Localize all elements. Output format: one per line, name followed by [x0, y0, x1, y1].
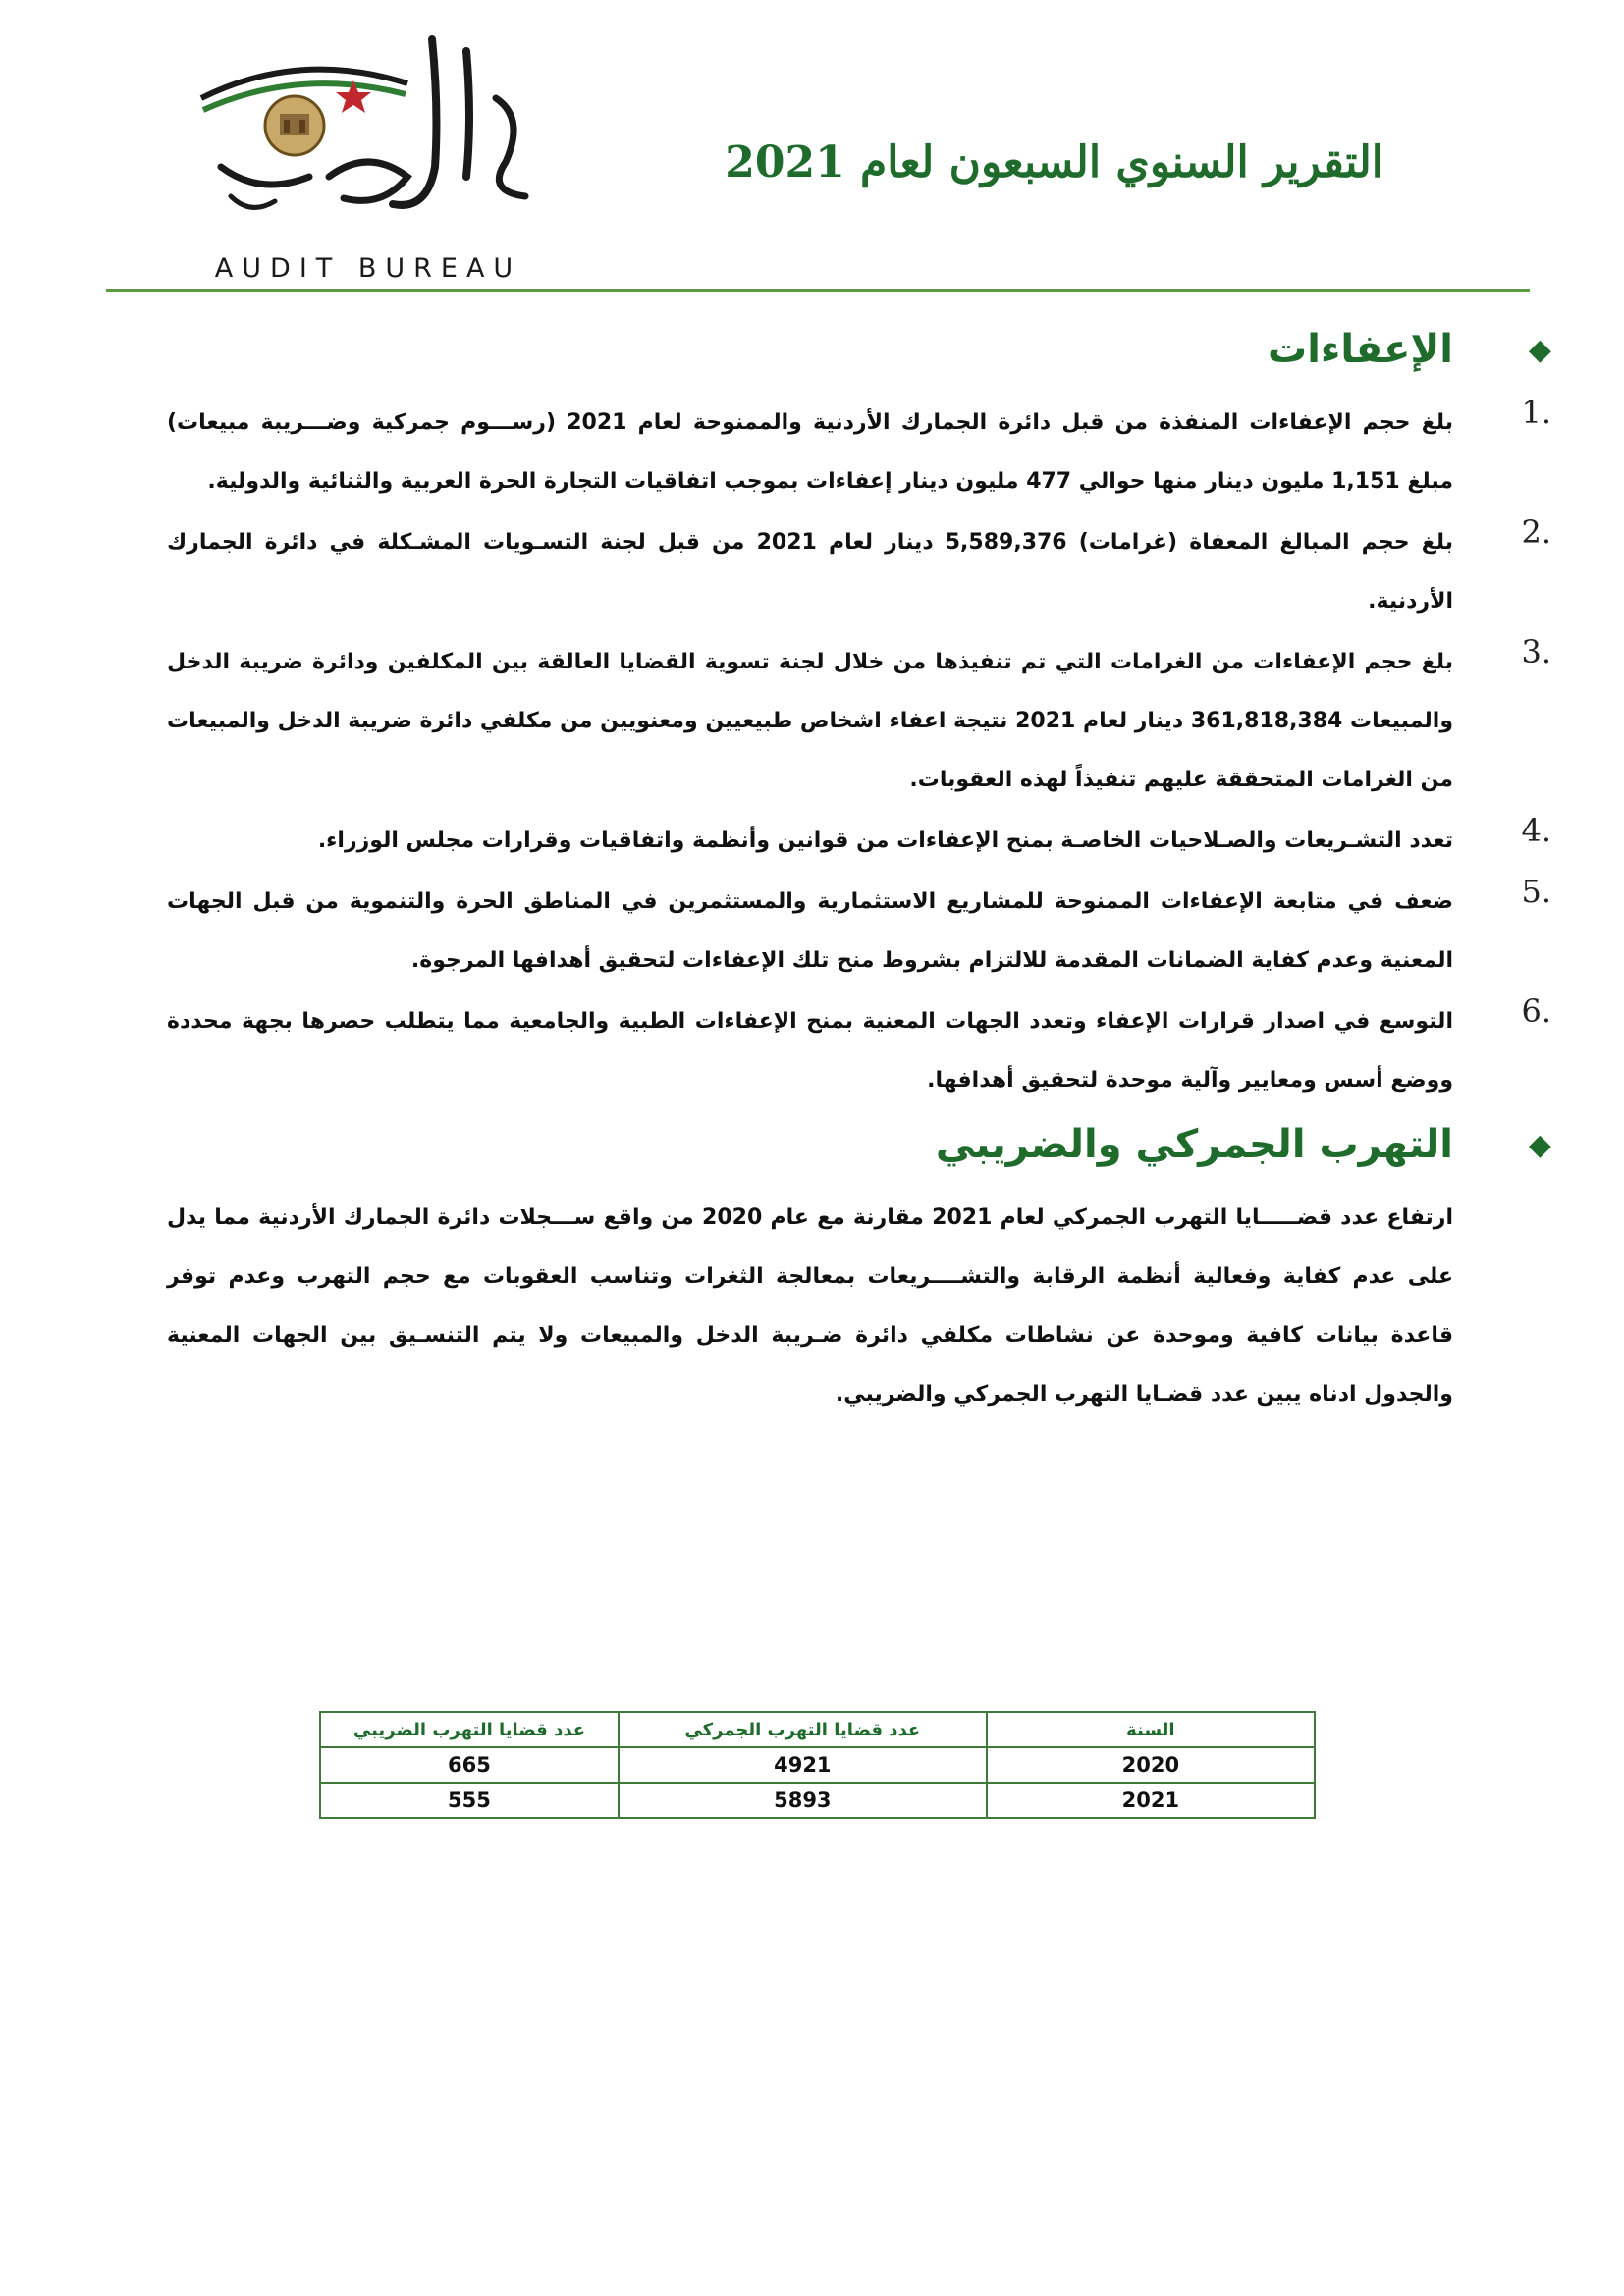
section-heading-evasion — [167, 1122, 1551, 1183]
logo-text: AUDIT BUREAU — [214, 253, 522, 284]
heading-text: التهرب الجمركي والضريبي — [935, 1122, 1453, 1167]
list-item-text: تعدد التشـريعات والصـلاحيات الخاصـة بمنح الإعفاءات من قوانين وأنظمة واتفاقيات وقرارات مجلس الوزراء. — [317, 828, 1453, 853]
heading-text: الإعفاءات — [1268, 327, 1453, 372]
table-cell: 2021 — [987, 1783, 1315, 1818]
list-item-text: بلغ حجم المبالغ المعفاة (غرامات) 5,589,376 دينار لعام 2021 من قبل لجنة التسـويات المشـكلة في دائرة الجمارك الأردنية. — [167, 530, 1454, 614]
list-item — [167, 513, 1551, 631]
column-header-tax-cases: عدد قضايا التهرب الضريبي — [320, 1712, 619, 1747]
list-number: 1. — [1521, 394, 1551, 431]
list-item — [167, 394, 1551, 511]
diamond-bullet-icon: ◆ — [1528, 333, 1551, 367]
main-content — [167, 319, 1551, 1424]
list-number: 6. — [1521, 992, 1551, 1030]
exemptions-list — [167, 394, 1551, 1110]
column-header-year: السنة — [987, 1712, 1315, 1747]
table-row — [320, 1747, 1315, 1783]
table-cell: 555 — [320, 1783, 619, 1818]
header-divider — [106, 289, 1530, 292]
audit-bureau-logo — [182, 29, 555, 284]
list-number: 4. — [1521, 812, 1551, 849]
report-title: التقرير السنوي السبعون لعام 2021 — [725, 137, 1383, 187]
list-number: 3. — [1521, 633, 1551, 670]
list-item — [167, 633, 1551, 810]
table-cell: 5893 — [619, 1783, 987, 1818]
table-cell: 4921 — [619, 1747, 987, 1783]
table-header-row — [320, 1712, 1315, 1747]
list-number: 5. — [1521, 873, 1551, 910]
list-item-text: بلغ حجم الإعفاءات المنفذة من قبل دائرة الجمارك الأردنية والممنوحة لعام 2021 (رســـوم جمركية وضـــريبة مبيعات) مبلغ 1,151 مليون دينار منها حوالي 477 مليون دينار إعفاءات بموجب اتفاقيات التجارة الحرة العربية والثنائية والدولية. — [167, 410, 1453, 494]
list-item-text: التوسع في اصدار قرارات الإعفاء وتعدد الجهات المعنية بمنح الإعفاءات الطبية والجامعية مما يتطلب حصرها بجهة محددة ووضع أسس ومعايير وآلية موحدة لتحقيق أهدافها. — [167, 1009, 1453, 1093]
list-item — [167, 873, 1551, 990]
list-number: 2. — [1521, 513, 1551, 551]
section-heading-exemptions — [167, 327, 1551, 388]
diamond-bullet-icon: ◆ — [1528, 1128, 1551, 1162]
list-item — [167, 992, 1551, 1110]
list-item-text: بلغ حجم الإعفاءات من الغرامات التي تم تنفيذها من خلال لجنة تسوية القضايا العالقة بين المكلفين ودائرة ضريبة الدخل والمبيعات 361,818,384 دينار لعام 2021 نتيجة اعفاء اشخاص طبيعيين ومعنويين من مكلفي دائرة ضريبة الدخل والمبيعات من الغرامات المتحققة عليهم تنفيذاً لهذه العقوبات. — [167, 650, 1453, 792]
list-item-text: ضعف في متابعة الإعفاءات الممنوحة للمشاريع الاستثمارية والمستثمرين في المناطق الحرة والتنموية من قبل الجهات المعنية وعدم كفاية الضمانات المقدمة للالتزام بشروط منح تلك الإعفاءات لتحقيق أهدافها المرجوة. — [167, 889, 1453, 973]
evasion-cases-table — [319, 1711, 1316, 1819]
table-cell: 2020 — [987, 1747, 1315, 1783]
evasion-paragraph: ارتفاع عدد قضـــــايا التهرب الجمركي لعام 2021 مقارنة مع عام 2020 من واقع ســـجلات دائرة الجمارك الأردنية مما يدل على عدم كفاية وفعالية أنظمة الرقابة والتشــــريعات بمعالجة الثغرات وتناسب العقوبات مع حجم التهرب وعدم توفر قاعدة بيانات كافية وموحدة عن نشاطات مكلفي دائرة ضـريبة الدخل والمبيعات ولا يتم التنسـيق بين الجهات المعنية والجدول ادناه يبين عدد قضـايا التهرب الجمركي والضريبي. — [167, 1205, 1454, 1407]
column-header-customs-cases: عدد قضايا التهرب الجمركي — [619, 1712, 987, 1747]
list-item — [167, 812, 1551, 871]
table-row — [320, 1783, 1315, 1818]
table-cell: 665 — [320, 1747, 619, 1783]
page-header — [0, 0, 1624, 294]
logo-calligraphy-icon — [182, 29, 555, 255]
